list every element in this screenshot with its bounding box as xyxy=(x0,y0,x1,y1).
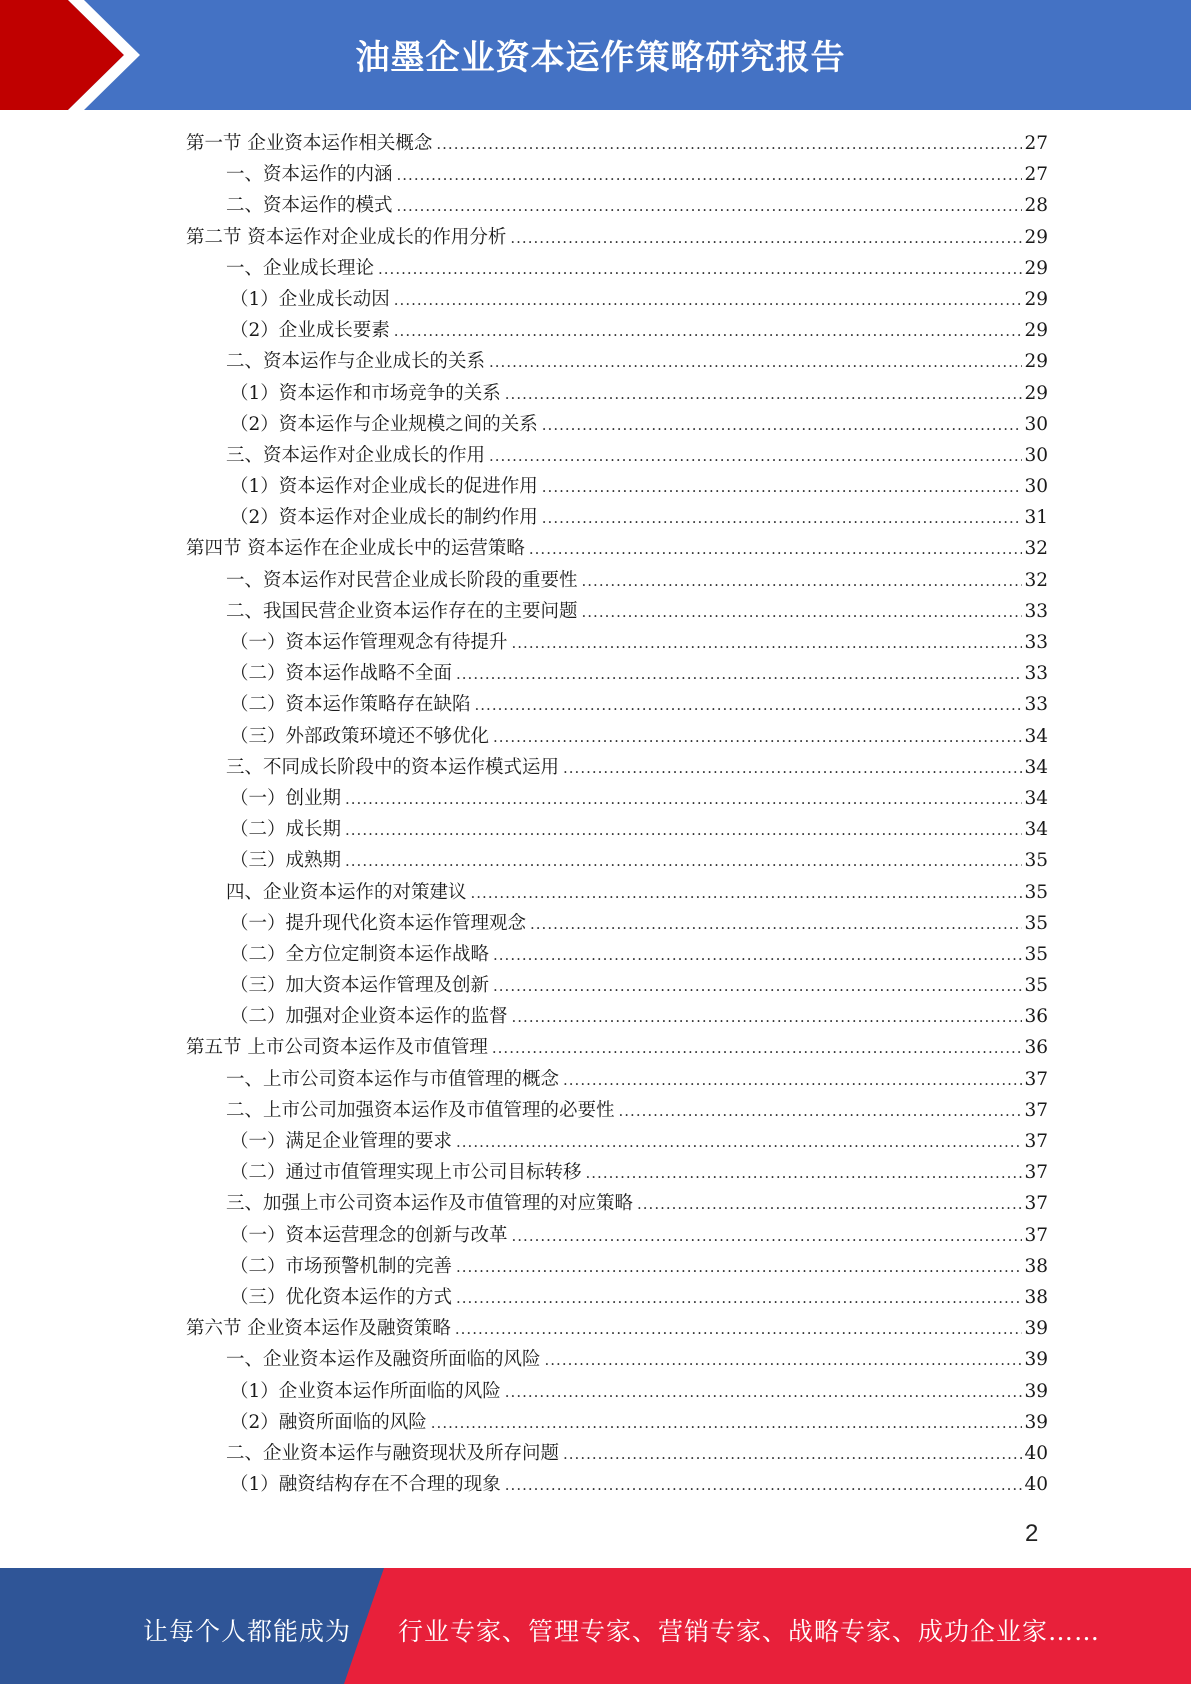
toc-entry[interactable] xyxy=(186,939,1048,970)
toc-entry-page: 39 xyxy=(1024,1380,1048,1402)
toc-dot-leader xyxy=(456,659,1022,690)
toc-entry-title: 二、资本运作的模式 xyxy=(226,195,393,217)
toc-entry-title: （1）资本运作对企业成长的促进作用 xyxy=(230,476,538,498)
toc-entry-title: 一、企业资本运作及融资所面临的风险 xyxy=(226,1349,541,1371)
toc-dot-leader xyxy=(505,379,1023,410)
toc-dot-leader xyxy=(529,534,1023,565)
toc-entry-title: （二）成长期 xyxy=(230,819,342,841)
toc-dot-leader xyxy=(431,1408,1023,1439)
toc-entry-title: 第一节 企业资本运作相关概念 xyxy=(186,133,433,154)
toc-entry-title: 二、资本运作与企业成长的关系 xyxy=(226,351,486,373)
toc-dot-leader xyxy=(397,160,1023,191)
toc-dot-leader xyxy=(582,566,1023,597)
toc-entry-title: （1）企业成长动因 xyxy=(230,288,390,310)
toc-entry-title: 四、企业资本运作的对策建议 xyxy=(226,881,467,903)
toc-entry-page: 30 xyxy=(1024,476,1048,498)
toc-entry-page: 37 xyxy=(1024,1224,1048,1246)
toc-entry[interactable] xyxy=(186,471,1048,502)
toc-entry-page: 29 xyxy=(1024,382,1048,404)
toc-entry-page: 33 xyxy=(1024,694,1048,716)
toc-entry-title: 第五节 上市公司资本运作及市值管理 xyxy=(186,1037,488,1059)
toc-entry[interactable] xyxy=(186,222,1048,253)
toc-entry-page: 29 xyxy=(1024,351,1048,373)
toc-entry-title: 一、资本运作的内涵 xyxy=(226,164,393,186)
toc-entry-page: 29 xyxy=(1024,288,1048,310)
toc-entry-title: （二）资本运作策略存在缺陷 xyxy=(230,694,471,716)
toc-dot-leader xyxy=(489,347,1022,378)
toc-dot-leader xyxy=(456,1283,1022,1314)
toc-entry-page: 40 xyxy=(1024,1474,1048,1496)
toc-dot-leader xyxy=(542,503,1023,534)
toc-entry-page: 30 xyxy=(1024,444,1048,466)
toc-dot-leader xyxy=(563,1439,1022,1470)
toc-entry[interactable] xyxy=(186,346,1048,377)
toc-entry[interactable] xyxy=(186,190,1048,221)
toc-dot-leader xyxy=(475,690,1023,721)
toc-entry-title: （2）融资所面临的风险 xyxy=(230,1411,427,1433)
toc-entry-title: （三）优化资本运作的方式 xyxy=(230,1286,453,1308)
toc-entry-page: 34 xyxy=(1024,819,1048,841)
toc-entry-title: 三、不同成长阶段中的资本运作模式运用 xyxy=(226,756,560,778)
toc-entry[interactable] xyxy=(186,1376,1048,1407)
toc-entry[interactable] xyxy=(186,721,1048,752)
footer-slogan-right: 行业专家、管理专家、营销专家、战略专家、成功企业家…… xyxy=(398,1617,1101,1646)
toc-entry-title: 第六节 企业资本运作及融资策略 xyxy=(186,1318,451,1340)
toc-entry[interactable] xyxy=(186,284,1048,315)
page-header xyxy=(0,0,1191,110)
toc-entry[interactable] xyxy=(186,1001,1048,1032)
toc-entry-page: 39 xyxy=(1024,1349,1048,1371)
toc-entry-page: 35 xyxy=(1024,912,1048,934)
toc-entry-page: 31 xyxy=(1024,507,1048,529)
toc-entry-title: （三）加大资本运作管理及创新 xyxy=(230,975,490,997)
toc-entry-title: （一）资本运作管理观念有待提升 xyxy=(230,632,508,653)
footer-slogan-left: 让每个人都能成为 xyxy=(143,1617,352,1646)
toc-dot-leader xyxy=(492,1033,1023,1064)
toc-entry[interactable] xyxy=(186,877,1048,908)
toc-entry-page: 29 xyxy=(1024,226,1048,248)
toc-dot-leader xyxy=(493,940,1022,971)
toc-entry-title: （二）全方位定制资本运作战略 xyxy=(230,943,490,965)
toc-entry-page: 34 xyxy=(1024,756,1048,778)
toc-entry[interactable] xyxy=(186,845,1048,876)
toc-entry-title: 一、资本运作对民营企业成长阶段的重要性 xyxy=(226,569,578,591)
toc-entry-title: 二、我国民营企业资本运作存在的主要问题 xyxy=(226,600,578,622)
toc-dot-leader xyxy=(394,316,1023,347)
toc-dot-leader xyxy=(394,285,1023,316)
toc-entry[interactable] xyxy=(186,128,1048,159)
toc-entry-title: （二）加强对企业资本运作的监督 xyxy=(230,1006,508,1028)
toc-entry[interactable] xyxy=(186,378,1048,409)
toc-dot-leader xyxy=(505,1377,1023,1408)
toc-entry-page: 33 xyxy=(1024,632,1048,653)
toc-entry-title: （一）资本运营理念的创新与改革 xyxy=(230,1224,508,1246)
toc-entry-page: 35 xyxy=(1024,850,1048,872)
toc-entry-title: 二、上市公司加强资本运作及市值管理的必要性 xyxy=(226,1099,615,1121)
toc-entry-page: 39 xyxy=(1024,1318,1048,1340)
toc-entry-title: （1）企业资本运作所面临的风险 xyxy=(230,1380,501,1402)
toc-dot-leader xyxy=(563,753,1022,784)
toc-entry[interactable] xyxy=(186,159,1048,190)
toc-entry-title: （一）创业期 xyxy=(230,787,342,809)
toc-entry-page: 35 xyxy=(1024,975,1048,997)
toc-entry-page: 36 xyxy=(1024,1006,1048,1028)
toc-entry-page: 39 xyxy=(1024,1411,1048,1433)
toc-entry-title: 三、加强上市公司资本运作及市值管理的对应策略 xyxy=(226,1193,634,1215)
toc-entry[interactable] xyxy=(186,1407,1048,1438)
toc-entry-title: （一）满足企业管理的要求 xyxy=(230,1131,453,1152)
toc-entry-page: 30 xyxy=(1024,413,1048,435)
toc-entry-page: 28 xyxy=(1024,195,1048,217)
toc-dot-leader xyxy=(455,1314,1023,1345)
toc-entry[interactable] xyxy=(186,1438,1048,1469)
toc-dot-leader xyxy=(510,223,1022,254)
toc-dot-leader xyxy=(512,628,1023,659)
toc-entry-page: 37 xyxy=(1024,1131,1048,1152)
toc-dot-leader xyxy=(582,597,1023,628)
toc-dot-leader xyxy=(542,472,1023,503)
toc-dot-leader xyxy=(397,191,1023,222)
table-of-contents xyxy=(186,128,1048,1500)
toc-entry-page: 38 xyxy=(1024,1286,1048,1308)
toc-entry[interactable] xyxy=(186,565,1048,596)
toc-entry-title: 一、上市公司资本运作与市值管理的概念 xyxy=(226,1068,560,1090)
toc-entry-page: 29 xyxy=(1024,320,1048,342)
toc-entry[interactable] xyxy=(186,814,1048,845)
toc-entry-title: （1）资本运作和市场竞争的关系 xyxy=(230,382,501,404)
toc-entry-title: （三）成熟期 xyxy=(230,850,342,872)
toc-entry-page: 32 xyxy=(1024,538,1048,560)
toc-entry-page: 27 xyxy=(1024,133,1048,154)
toc-entry[interactable] xyxy=(186,1313,1048,1344)
toc-entry[interactable] xyxy=(186,783,1048,814)
toc-entry[interactable] xyxy=(186,502,1048,533)
toc-entry-title: 第二节 资本运作对企业成长的作用分析 xyxy=(186,226,507,248)
toc-entry[interactable] xyxy=(186,1157,1048,1188)
toc-dot-leader xyxy=(489,441,1022,472)
toc-entry-page: 38 xyxy=(1024,1255,1048,1277)
toc-entry[interactable] xyxy=(186,1064,1048,1095)
toc-dot-leader xyxy=(345,815,1022,846)
toc-entry[interactable] xyxy=(186,908,1048,939)
toc-dot-leader xyxy=(505,1470,1023,1501)
toc-entry-title: （二）通过市值管理实现上市公司目标转移 xyxy=(230,1162,582,1184)
toc-entry[interactable] xyxy=(186,752,1048,783)
toc-dot-leader xyxy=(542,410,1023,441)
toc-dot-leader xyxy=(436,129,1022,160)
toc-entry-page: 34 xyxy=(1024,725,1048,747)
toc-entry[interactable] xyxy=(186,689,1048,720)
toc-entry-page: 27 xyxy=(1024,164,1048,186)
toc-entry[interactable] xyxy=(186,1188,1048,1219)
report-title: 油墨企业资本运作策略研究报告 xyxy=(355,38,846,78)
toc-dot-leader xyxy=(345,846,1022,877)
toc-entry-title: （二）市场预警机制的完善 xyxy=(230,1255,453,1277)
toc-entry[interactable] xyxy=(186,315,1048,346)
toc-entry-title: （一）提升现代化资本运作管理观念 xyxy=(230,912,527,934)
toc-entry[interactable] xyxy=(186,1095,1048,1126)
toc-dot-leader xyxy=(378,254,1022,285)
page-footer xyxy=(0,1568,1191,1684)
toc-entry-page: 37 xyxy=(1024,1193,1048,1215)
toc-entry-page: 34 xyxy=(1024,787,1048,809)
toc-entry[interactable] xyxy=(186,533,1048,564)
toc-entry-title: （三）外部政策环境还不够优化 xyxy=(230,725,490,747)
toc-entry-page: 36 xyxy=(1024,1037,1048,1059)
toc-entry-title: 三、资本运作对企业成长的作用 xyxy=(226,444,486,466)
toc-entry[interactable] xyxy=(186,409,1048,440)
toc-entry[interactable] xyxy=(186,1126,1048,1157)
toc-dot-leader xyxy=(493,722,1022,753)
toc-entry-title: 第四节 资本运作在企业成长中的运营策略 xyxy=(186,538,525,560)
toc-dot-leader xyxy=(512,1221,1023,1252)
toc-entry-page: 29 xyxy=(1024,257,1048,279)
toc-dot-leader xyxy=(563,1065,1022,1096)
toc-entry-title: （2）资本运作对企业成长的制约作用 xyxy=(230,507,538,529)
toc-entry-title: （二）资本运作战略不全面 xyxy=(230,663,453,685)
toc-dot-leader xyxy=(345,784,1022,815)
toc-entry[interactable] xyxy=(186,627,1048,658)
toc-entry-page: 33 xyxy=(1024,663,1048,685)
toc-entry[interactable] xyxy=(186,1032,1048,1063)
toc-entry-title: 二、企业资本运作与融资现状及所存问题 xyxy=(226,1442,560,1464)
toc-dot-leader xyxy=(545,1345,1023,1376)
toc-entry[interactable] xyxy=(186,1220,1048,1251)
toc-entry-page: 33 xyxy=(1024,600,1048,622)
toc-entry-page: 37 xyxy=(1024,1162,1048,1184)
toc-entry-page: 40 xyxy=(1024,1442,1048,1464)
toc-dot-leader xyxy=(456,1127,1022,1158)
toc-entry[interactable] xyxy=(186,1344,1048,1375)
page-number: 2 xyxy=(1025,1520,1039,1547)
toc-dot-leader xyxy=(619,1096,1023,1127)
toc-entry[interactable] xyxy=(186,1251,1048,1282)
toc-entry-page: 37 xyxy=(1024,1068,1048,1090)
toc-entry[interactable] xyxy=(186,970,1048,1001)
toc-dot-leader xyxy=(471,878,1023,909)
toc-entry-title: （2）企业成长要素 xyxy=(230,320,390,342)
toc-entry-page: 35 xyxy=(1024,881,1048,903)
toc-entry[interactable] xyxy=(186,1469,1048,1500)
toc-entry-title: （1）融资结构存在不合理的现象 xyxy=(230,1474,501,1496)
toc-entry[interactable] xyxy=(186,658,1048,689)
toc-dot-leader xyxy=(530,909,1022,940)
toc-dot-leader xyxy=(493,971,1022,1002)
toc-dot-leader xyxy=(637,1189,1022,1220)
toc-entry-page: 32 xyxy=(1024,569,1048,591)
toc-entry-page: 37 xyxy=(1024,1099,1048,1121)
toc-entry-page: 35 xyxy=(1024,943,1048,965)
toc-entry-title: （2）资本运作与企业规模之间的关系 xyxy=(230,413,538,435)
toc-entry-title: 一、企业成长理论 xyxy=(226,257,375,279)
toc-entry[interactable] xyxy=(186,253,1048,284)
toc-dot-leader xyxy=(456,1252,1022,1283)
toc-dot-leader xyxy=(586,1158,1023,1189)
toc-entry[interactable] xyxy=(186,440,1048,471)
toc-dot-leader xyxy=(512,1002,1023,1033)
toc-entry[interactable] xyxy=(186,1282,1048,1313)
toc-entry[interactable] xyxy=(186,596,1048,627)
